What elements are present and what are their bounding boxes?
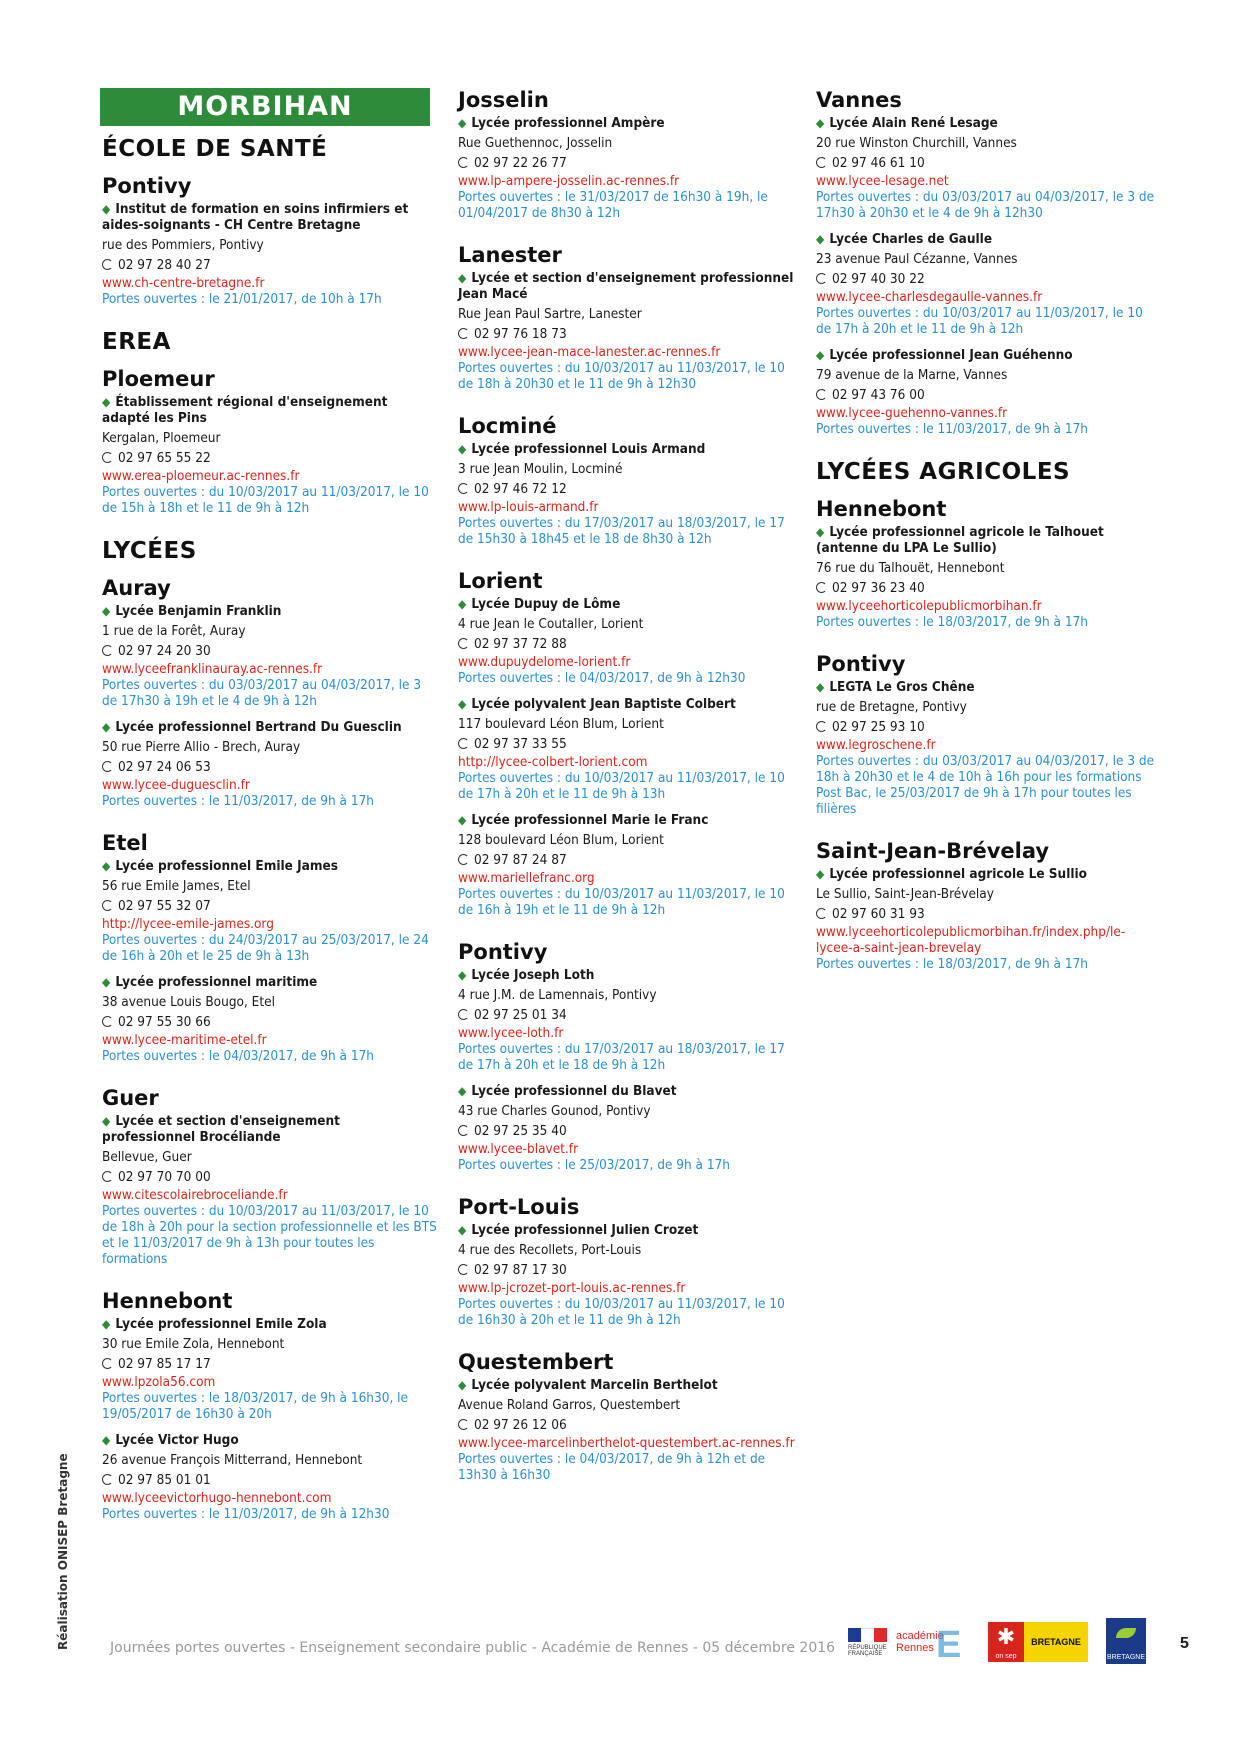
school-phone xyxy=(102,1472,437,1488)
school-address: 26 avenue François Mitterrand, Hennebont xyxy=(102,1452,363,1468)
school-phone xyxy=(458,155,803,171)
school-phone xyxy=(816,387,1156,403)
onisep-logo: ✱ on sep xyxy=(988,1622,1024,1662)
city-block xyxy=(102,174,437,307)
phone-icon xyxy=(816,389,827,400)
school-address: rue des Pommiers, Pontivy xyxy=(102,237,264,253)
phone-number: 02 97 24 06 53 xyxy=(118,759,211,775)
school-url[interactable]: www.lycee-loth.fr xyxy=(458,1025,564,1041)
school-phone xyxy=(102,1014,437,1030)
section-title: LYCÉES xyxy=(102,538,197,564)
phone-icon xyxy=(816,157,827,168)
section-title: ÉCOLE DE SANTÉ xyxy=(102,136,328,162)
column-left xyxy=(102,88,437,1544)
academie-rennes-logo: académie Rennes E xyxy=(896,1624,962,1666)
city-block xyxy=(816,497,1156,630)
school-address: 4 rue Jean le Coutaller, Lorient xyxy=(458,616,644,632)
section-title: LYCÉES AGRICOLES xyxy=(816,459,1071,485)
open-days: Portes ouvertes : du 17/03/2017 au 18/03/2017, le 17 de 15h30 à 18h45 et le 18 de 8h30 à 12h xyxy=(458,515,785,547)
school-address: Kergalan, Ploemeur xyxy=(102,430,221,446)
school-phone xyxy=(816,906,1156,922)
school-address: Bellevue, Guer xyxy=(102,1149,192,1165)
city-block xyxy=(458,243,803,392)
school-address: Rue Guethennoc, Josselin xyxy=(458,135,613,151)
open-days: Portes ouvertes : le 11/03/2017, de 9h à 17h xyxy=(816,421,1089,437)
phone-icon xyxy=(102,645,113,656)
city-block xyxy=(102,576,437,809)
open-days: Portes ouvertes : du 10/03/2017 au 11/03/2017, le 10 de 17h à 20h et le 11 de 9h à 12h xyxy=(816,305,1143,337)
phone-number: 02 97 76 18 73 xyxy=(474,326,567,342)
school-entry xyxy=(102,974,437,1064)
city-block xyxy=(816,839,1156,972)
school-phone xyxy=(458,1007,803,1023)
school-name: ◆ Lycée et section d'enseignement professionnel Jean Macé xyxy=(458,270,803,302)
phone-icon xyxy=(458,1419,469,1430)
phone-number: 02 97 65 55 22 xyxy=(118,450,211,466)
city-name: Questembert xyxy=(458,1350,614,1374)
school-entry xyxy=(458,596,803,686)
school-url[interactable]: http://lycee-colbert-lorient.com xyxy=(458,754,648,770)
section-title: EREA xyxy=(102,329,171,355)
school-url[interactable]: www.citescolairebroceliande.fr xyxy=(102,1187,288,1203)
school-name: ◆ Lycée Joseph Loth xyxy=(458,967,803,983)
page-number: 5 xyxy=(1180,1635,1189,1652)
phone-number: 02 97 46 61 10 xyxy=(832,155,925,171)
open-days: Portes ouvertes : du 10/03/2017 au 11/03/2017, le 10 de 17h à 20h et le 11 de 9h à 13h xyxy=(458,770,785,802)
phone-number: 02 97 25 01 34 xyxy=(474,1007,567,1023)
school-name: ◆ Lycée professionnel Ampère xyxy=(458,115,803,131)
phone-number: 02 97 24 20 30 xyxy=(118,643,211,659)
open-days: Portes ouvertes : le 04/03/2017, de 9h à 12h et de 13h30 à 16h30 xyxy=(458,1451,766,1483)
school-address: Avenue Roland Garros, Questembert xyxy=(458,1397,681,1413)
phone-number: 02 97 85 17 17 xyxy=(118,1356,211,1372)
city-name: Locminé xyxy=(458,414,557,438)
phone-number: 02 97 36 23 40 xyxy=(832,580,925,596)
school-address: 23 avenue Paul Cézanne, Vannes xyxy=(816,251,1018,267)
school-url[interactable]: www.legroschene.fr xyxy=(816,737,936,753)
school-url[interactable]: www.ch-centre-bretagne.fr xyxy=(102,275,265,291)
open-days: Portes ouvertes : le 18/03/2017, de 9h à 17h xyxy=(816,956,1089,972)
phone-icon xyxy=(102,452,113,463)
school-address: 3 rue Jean Moulin, Locminé xyxy=(458,461,623,477)
phone-icon xyxy=(458,638,469,649)
phone-number: 02 97 70 70 00 xyxy=(118,1169,211,1185)
school-phone xyxy=(102,1356,437,1372)
school-entry xyxy=(458,115,803,221)
city-name: Pontivy xyxy=(102,174,192,198)
school-name: ◆ Lycée professionnel Emile James xyxy=(102,858,437,874)
school-phone xyxy=(102,1169,437,1185)
school-name: ◆ Lycée Dupuy de Lôme xyxy=(458,596,803,612)
phone-icon xyxy=(816,273,827,284)
school-address: 128 boulevard Léon Blum, Lorient xyxy=(458,832,664,848)
school-phone xyxy=(102,257,437,273)
phone-icon xyxy=(816,721,827,732)
phone-icon xyxy=(816,582,827,593)
footer-text: Journées portes ouvertes - Enseignement secondaire public - Académie de Rennes - 05 décembre 2016 xyxy=(110,1640,836,1656)
open-days: Portes ouvertes : du 10/03/2017 au 11/03/2017, le 10 de 18h à 20h30 et le 11 de 9h à 12h30 xyxy=(458,360,785,392)
school-address: 50 rue Pierre Allio - Brech, Auray xyxy=(102,739,301,755)
school-address: 4 rue des Recollets, Port-Louis xyxy=(458,1242,642,1258)
city-name: Lanester xyxy=(458,243,562,267)
phone-icon xyxy=(102,1474,113,1485)
school-name: ◆ Lycée polyvalent Marcelin Berthelot xyxy=(458,1377,803,1393)
phone-number: 02 97 55 32 07 xyxy=(118,898,211,914)
school-url[interactable]: www.mariellefranc.org xyxy=(458,870,595,886)
open-days: Portes ouvertes : du 10/03/2017 au 11/03/2017, le 10 de 16h30 à 20h et le 11 de 9h à 12h xyxy=(458,1296,785,1328)
school-url[interactable]: www.lycee-jean-mace-lanester.ac-rennes.fr xyxy=(458,344,721,360)
school-address: 56 rue Emile James, Etel xyxy=(102,878,251,894)
school-url[interactable]: www.erea-ploemeur.ac-rennes.fr xyxy=(102,468,300,484)
phone-number: 02 97 28 40 27 xyxy=(118,257,211,273)
city-name: Hennebont xyxy=(816,497,947,521)
school-entry xyxy=(102,1316,437,1422)
school-url[interactable]: www.lycee-guehenno-vannes.fr xyxy=(816,405,1008,421)
open-days: Portes ouvertes : du 03/03/2017 au 04/03/2017, le 3 de 18h à 20h30 et le 4 de 10h à 16h pour les formations Post Bac, le 25/03/2017 de 9h à 17h pour toutes les filières xyxy=(816,753,1155,817)
school-entry xyxy=(102,858,437,964)
city-block xyxy=(458,1195,803,1328)
school-name: ◆ LEGTA Le Gros Chêne xyxy=(816,679,1156,695)
school-url[interactable]: www.lp-jcrozet-port-louis.ac-rennes.fr xyxy=(458,1280,686,1296)
school-phone xyxy=(816,580,1156,596)
city-block xyxy=(458,88,803,221)
phone-number: 02 97 46 72 12 xyxy=(474,481,567,497)
school-name: ◆ Lycée professionnel agricole Le Sullio xyxy=(816,866,1156,882)
school-url[interactable]: www.lycee-blavet.fr xyxy=(458,1141,579,1157)
city-name: Guer xyxy=(102,1086,159,1110)
phone-number: 02 97 26 12 06 xyxy=(474,1417,567,1433)
phone-icon xyxy=(458,1264,469,1275)
phone-icon xyxy=(458,1125,469,1136)
school-name: ◆ Lycée Alain René Lesage xyxy=(816,115,1156,131)
school-address: Rue Jean Paul Sartre, Lanester xyxy=(458,306,642,322)
school-phone xyxy=(816,719,1156,735)
school-phone xyxy=(102,898,437,914)
school-address: Le Sullio, Saint-Jean-Brévelay xyxy=(816,886,994,902)
school-address: 4 rue J.M. de Lamennais, Pontivy xyxy=(458,987,657,1003)
phone-icon xyxy=(102,1358,113,1369)
school-phone xyxy=(458,736,803,752)
school-phone xyxy=(458,852,803,868)
open-days: Portes ouvertes : du 03/03/2017 au 04/03/2017, le 3 de 17h30 à 19h et le 4 de 9h à 12h xyxy=(102,677,422,709)
school-address: 76 rue du Talhouët, Hennebont xyxy=(816,560,1005,576)
open-days: Portes ouvertes : le 21/01/2017, de 10h à 17h xyxy=(102,291,382,307)
open-days: Portes ouvertes : le 04/03/2017, de 9h à 17h xyxy=(102,1048,375,1064)
phone-icon xyxy=(458,854,469,865)
city-block xyxy=(102,367,437,516)
school-entry xyxy=(458,696,803,802)
school-url[interactable]: www.lycee-marcelinberthelot-questembert.ac-rennes.fr xyxy=(458,1435,795,1451)
school-name: ◆ Lycée professionnel Louis Armand xyxy=(458,441,803,457)
school-entry xyxy=(102,1113,437,1267)
school-entry xyxy=(816,347,1156,437)
city-block xyxy=(816,88,1156,437)
bretagne-logo: BRETAGNE xyxy=(1024,1622,1088,1662)
school-url[interactable]: www.lyceevictorhugo-hennebont.com xyxy=(102,1490,332,1506)
open-days: Portes ouvertes : du 10/03/2017 au 11/03/2017, le 10 de 18h à 20h pour la section professionnelle et les BTS et le 11/03/2017 de 9h à 13h pour toutes les formations xyxy=(102,1203,437,1267)
phone-number: 02 97 37 72 88 xyxy=(474,636,567,652)
phone-number: 02 97 22 26 77 xyxy=(474,155,567,171)
school-phone xyxy=(816,155,1156,171)
phone-number: 02 97 43 76 00 xyxy=(832,387,925,403)
phone-number: 02 97 25 35 40 xyxy=(474,1123,567,1139)
school-name: ◆ Lycée professionnel Jean Guéhenno xyxy=(816,347,1156,363)
phone-number: 02 97 25 93 10 xyxy=(832,719,925,735)
open-days: Portes ouvertes : le 18/03/2017, de 9h à 16h30, le 19/05/2017 de 16h30 à 20h xyxy=(102,1390,409,1422)
school-name: ◆ Lycée professionnel du Blavet xyxy=(458,1083,803,1099)
city-name: Port-Louis xyxy=(458,1195,580,1219)
school-entry xyxy=(458,1222,803,1328)
open-days: Portes ouvertes : le 31/03/2017 de 16h30 à 19h, le 01/04/2017 de 8h30 à 12h xyxy=(458,189,768,221)
school-entry xyxy=(458,270,803,392)
city-block xyxy=(458,569,803,918)
school-entry xyxy=(102,603,437,709)
phone-number: 02 97 87 24 87 xyxy=(474,852,567,868)
school-phone xyxy=(102,643,437,659)
school-name: ◆ Lycée professionnel Bertrand Du Guesclin xyxy=(102,719,437,735)
school-phone xyxy=(458,326,803,342)
phone-number: 02 97 40 30 22 xyxy=(832,271,925,287)
phone-icon xyxy=(458,483,469,494)
phone-icon xyxy=(102,761,113,772)
school-entry xyxy=(458,441,803,547)
column-middle xyxy=(458,88,803,1505)
open-days: Portes ouvertes : du 10/03/2017 au 11/03/2017, le 10 de 16h à 19h et le 11 de 9h à 12h xyxy=(458,886,785,918)
school-name: ◆ Lycée Benjamin Franklin xyxy=(102,603,437,619)
school-phone xyxy=(458,1123,803,1139)
school-name: ◆ Lycée Victor Hugo xyxy=(102,1432,437,1448)
phone-icon xyxy=(458,1009,469,1020)
school-url[interactable]: www.lp-louis-armand.fr xyxy=(458,499,599,515)
school-url[interactable]: www.lp-ampere-josselin.ac-rennes.fr xyxy=(458,173,680,189)
city-name: Hennebont xyxy=(102,1289,233,1313)
phone-number: 02 97 87 17 30 xyxy=(474,1262,567,1278)
school-name: ◆ Lycée Charles de Gaulle xyxy=(816,231,1156,247)
school-entry xyxy=(816,231,1156,337)
credit-text: Réalisation ONISEP Bretagne xyxy=(56,1453,70,1650)
school-entry xyxy=(816,866,1156,972)
school-phone xyxy=(102,450,437,466)
open-days: Portes ouvertes : le 11/03/2017, de 9h à 17h xyxy=(102,793,375,809)
school-name: ◆ Lycée professionnel Julien Crozet xyxy=(458,1222,803,1238)
open-days: Portes ouvertes : le 04/03/2017, de 9h à 12h30 xyxy=(458,670,746,686)
school-name: ◆ Lycée professionnel maritime xyxy=(102,974,437,990)
school-entry xyxy=(102,1432,437,1522)
school-entry xyxy=(102,201,437,307)
open-days: Portes ouvertes : le 25/03/2017, de 9h à 17h xyxy=(458,1157,731,1173)
school-name: ◆ Établissement régional d'enseignement adapté les Pins xyxy=(102,394,437,426)
city-block xyxy=(458,1350,803,1483)
phone-number: 02 97 55 30 66 xyxy=(118,1014,211,1030)
school-name: ◆ Lycée professionnel Marie le Franc xyxy=(458,812,803,828)
school-url[interactable]: www.lycee-charlesdegaulle-vannes.fr xyxy=(816,289,1043,305)
school-entry xyxy=(458,1377,803,1483)
school-address: 117 boulevard Léon Blum, Lorient xyxy=(458,716,664,732)
city-name: Lorient xyxy=(458,569,543,593)
phone-icon xyxy=(102,1171,113,1182)
open-days: Portes ouvertes : du 17/03/2017 au 18/03/2017, le 17 de 17h à 20h et le 18 de 9h à 12h xyxy=(458,1041,785,1073)
phone-number: 02 97 60 31 93 xyxy=(832,906,925,922)
school-entry xyxy=(458,812,803,918)
city-name: Pontivy xyxy=(458,940,548,964)
school-entry xyxy=(458,1083,803,1173)
school-url[interactable]: www.lycee-maritime-etel.fr xyxy=(102,1032,267,1048)
school-url[interactable]: www.lyceehorticolepublicmorbihan.fr/index.php/le-lycee-a-saint-jean-brevelay xyxy=(816,924,1126,956)
school-address: rue de Bretagne, Pontivy xyxy=(816,699,967,715)
school-address: 30 rue Emile Zola, Hennebont xyxy=(102,1336,285,1352)
school-phone xyxy=(458,481,803,497)
phone-number: 02 97 85 01 01 xyxy=(118,1472,211,1488)
phone-icon xyxy=(458,738,469,749)
school-url[interactable]: http://lycee-emile-james.org xyxy=(102,916,274,932)
school-url[interactable]: www.lyceehorticolepublicmorbihan.fr xyxy=(816,598,1042,614)
school-entry xyxy=(816,115,1156,221)
school-entry xyxy=(102,719,437,809)
city-block xyxy=(102,1289,437,1522)
phone-icon xyxy=(816,908,827,919)
school-name: ◆ Lycée professionnel agricole le Talhouet (antenne du LPA Le Sullio) xyxy=(816,524,1156,556)
school-name: ◆ Lycée polyvalent Jean Baptiste Colbert xyxy=(458,696,803,712)
phone-icon xyxy=(458,328,469,339)
phone-icon xyxy=(102,900,113,911)
school-address: 43 rue Charles Gounod, Pontivy xyxy=(458,1103,651,1119)
school-phone xyxy=(458,636,803,652)
school-entry xyxy=(816,679,1156,817)
school-address: 38 avenue Louis Bougo, Etel xyxy=(102,994,275,1010)
phone-icon xyxy=(102,259,113,270)
school-name: ◆ Institut de formation en soins infirmiers et aides-soignants - CH Centre Bretagne xyxy=(102,201,437,233)
phone-icon xyxy=(102,1016,113,1027)
open-days: Portes ouvertes : du 24/03/2017 au 25/03/2017, le 24 de 16h à 20h et le 25 de 9h à 13h xyxy=(102,932,429,964)
phone-number: 02 97 37 33 55 xyxy=(474,736,567,752)
open-days: Portes ouvertes : du 10/03/2017 au 11/03/2017, le 10 de 15h à 18h et le 11 de 9h à 12h xyxy=(102,484,429,516)
city-block xyxy=(102,1086,437,1267)
phone-icon xyxy=(458,157,469,168)
school-entry xyxy=(458,967,803,1073)
city-name: Pontivy xyxy=(816,652,906,676)
school-url[interactable]: www.lyceefranklinauray.ac-rennes.fr xyxy=(102,661,323,677)
school-url[interactable]: www.lycee-lesage.net xyxy=(816,173,949,189)
school-name: ◆ Lycée professionnel Emile Zola xyxy=(102,1316,437,1332)
school-address: 20 rue Winston Churchill, Vannes xyxy=(816,135,1017,151)
school-address: 79 avenue de la Marne, Vannes xyxy=(816,367,1008,383)
city-block xyxy=(816,652,1156,817)
school-url[interactable]: www.lycee-duguesclin.fr xyxy=(102,777,250,793)
city-name: Etel xyxy=(102,831,148,855)
open-days: Portes ouvertes : du 03/03/2017 au 04/03/2017, le 3 de 17h30 à 20h30 et le 4 de 9h à 12h30 xyxy=(816,189,1155,221)
city-name: Auray xyxy=(102,576,171,600)
school-phone xyxy=(102,759,437,775)
school-url[interactable]: www.dupuydelome-lorient.fr xyxy=(458,654,631,670)
city-name: Josselin xyxy=(458,88,549,112)
school-entry xyxy=(816,524,1156,630)
open-days: Portes ouvertes : le 18/03/2017, de 9h à 17h xyxy=(816,614,1089,630)
school-phone xyxy=(458,1262,803,1278)
republique-francaise-logo: RÉPUBLIQUE FRANÇAISE xyxy=(848,1628,888,1656)
school-address: 1 rue de la Forêt, Auray xyxy=(102,623,246,639)
column-right xyxy=(816,88,1156,994)
city-name: Ploemeur xyxy=(102,367,215,391)
city-block xyxy=(102,831,437,1064)
region-bretagne-logo: BRETAGNE xyxy=(1106,1618,1146,1664)
city-name: Saint-Jean-Brévelay xyxy=(816,839,1050,863)
city-block xyxy=(458,414,803,547)
city-name: Vannes xyxy=(816,88,902,112)
open-days: Portes ouvertes : le 11/03/2017, de 9h à 12h30 xyxy=(102,1506,390,1522)
city-block xyxy=(458,940,803,1173)
region-banner: MORBIHAN xyxy=(100,88,430,126)
school-phone xyxy=(816,271,1156,287)
school-phone xyxy=(458,1417,803,1433)
school-entry xyxy=(102,394,437,516)
school-url[interactable]: www.lpzola56.com xyxy=(102,1374,216,1390)
school-name: ◆ Lycée et section d'enseignement professionnel Brocéliande xyxy=(102,1113,437,1145)
